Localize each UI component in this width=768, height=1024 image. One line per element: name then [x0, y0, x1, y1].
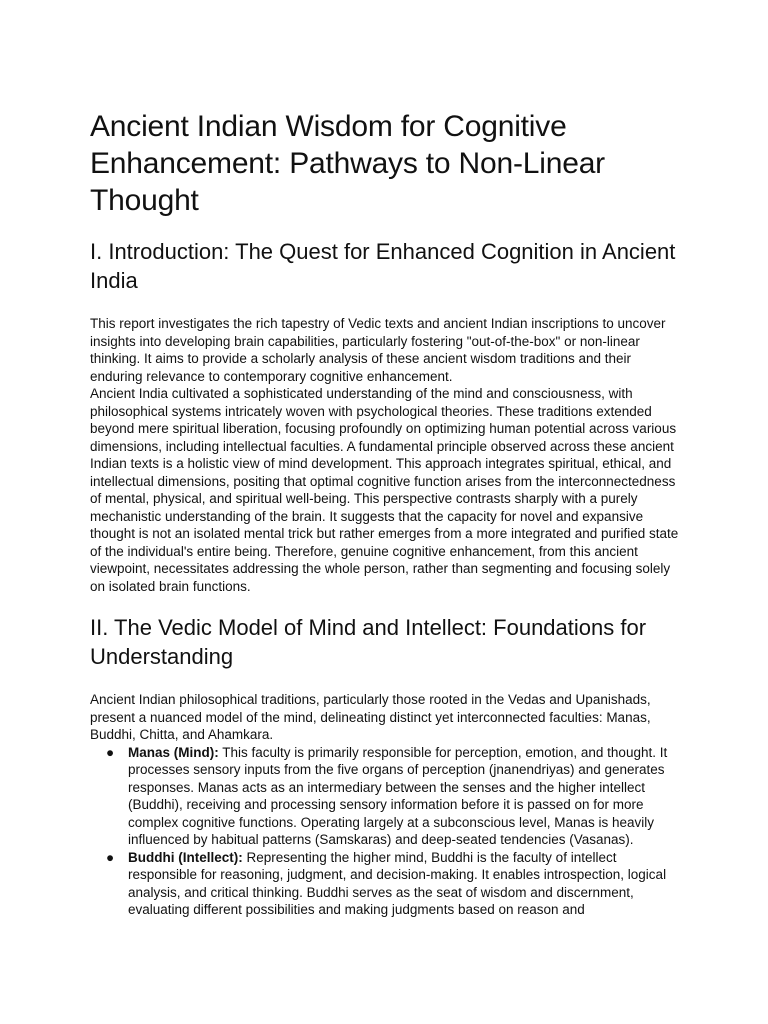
document-title: Ancient Indian Wisdom for Cognitive Enhancement: Pathways to Non-Linear Thought: [90, 110, 605, 217]
description-manas: This faculty is primarily responsible for perception, emotion, and thought. It processes sensory inputs from the five organs of perception (jnanendriyas) and generates responses. Manas acts as an intermediary between the senses and the higher intellect (Buddhi), receiving and processing sensory information before it is passed on for more complex cognitive functions. Operating largely at a subconscious level, Manas is heavily influenced by habitual patterns (Samskaras) and deep-seated tendencies (Vasanas).: [128, 744, 668, 847]
term-manas: Manas (Mind):: [128, 744, 219, 760]
term-buddhi: Buddhi (Intellect):: [128, 849, 243, 865]
section-1-paragraph-1: This report investigates the rich tapestry of Vedic texts and ancient Indian inscriptions to uncover insights into developing brain capabilities, particularly fostering "out-of-the-box" or non-linear thinking. It aims to provide a scholarly analysis of these ancient wisdom traditions and their enduring relevance to contemporary cognitive enhancement.: [90, 316, 666, 384]
document-page: [90, 108, 682, 919]
bullet-icon: ●: [106, 744, 115, 760]
description-buddhi: Representing the higher mind, Buddhi is the faculty of intellect responsible for reasoning, judgment, and decision-making. It enables introspection, logical analysis, and critical thinking. Buddhi serves as the seat of wisdom and discernment, evaluating different possibilities and making judgments based on reason and: [128, 849, 667, 917]
list-item-manas: [90, 744, 682, 849]
section-1-paragraph-2: Ancient India cultivated a sophisticated understanding of the mind and consciousness, with philosophical systems intricately woven with psychological theories. These traditions extended beyond mere spiritual liberation, focusing profoundly on optimizing human potential across various dimensions, including intellectual faculties. A fundamental principle observed across these ancient Indian texts is a holistic view of mind development. This approach integrates spiritual, ethical, and intellectual dimensions, positing that optimal cognitive function arises from the interconnectedness of mental, physical, and spiritual well-being. This perspective contrasts sharply with a purely mechanistic understanding of the brain. It suggests that the capacity for novel and expansive thought is not an isolated mental trick but rather emerges from a more integrated and purified state of the individual's entire being. Therefore, genuine cognitive enhancement, from this ancient viewpoint, necessitates addressing the whole person, rather than segmenting and focusing solely on isolated brain functions.: [90, 386, 679, 594]
list-item-buddhi: [90, 849, 682, 919]
bullet-icon: ●: [106, 849, 115, 865]
section-1-heading: I. Introduction: The Quest for Enhanced Cognition in Ancient India: [90, 239, 676, 293]
section-1-body: [90, 315, 682, 595]
section-2-intro: Ancient Indian philosophical traditions, particularly those rooted in the Vedas and Upanishads, present a nuanced model of the mind, delineating distinct yet interconnected faculties: Manas, Buddhi, Chitta, and Ahamkara.: [90, 692, 651, 742]
faculties-list: [90, 744, 682, 919]
section-2-heading: II. The Vedic Model of Mind and Intellect: Foundations for Understanding: [90, 615, 647, 669]
